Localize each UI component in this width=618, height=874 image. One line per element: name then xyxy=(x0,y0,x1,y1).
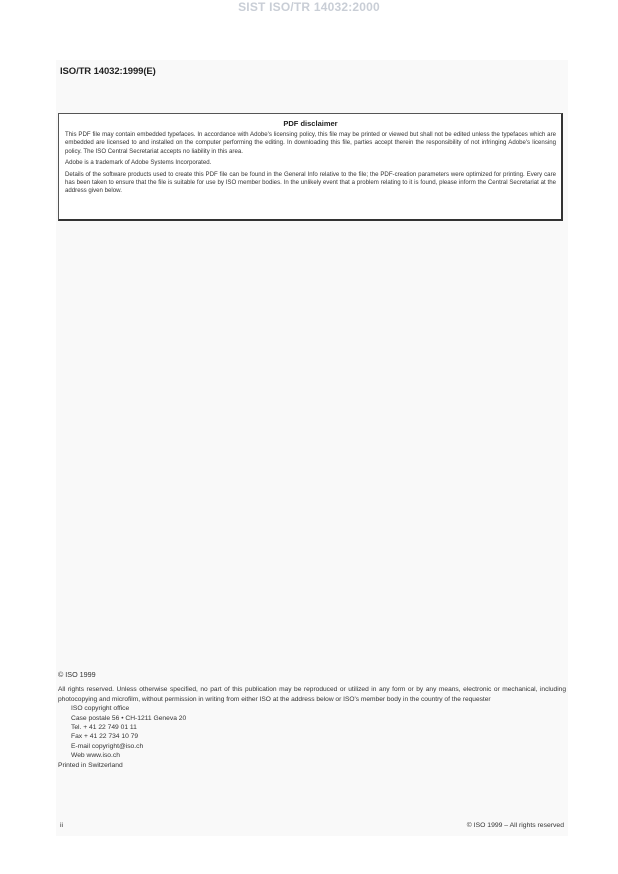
copyright-block xyxy=(58,670,566,771)
disclaimer-paragraph: Details of the software products used to create this PDF file can be found in the General Info relative to the file; the PDF-creation parameters were optimized for printing. Every care has been taken to ensure that the file is suitable for use by ISO member bodies. In the unlikely event that a problem relating to it is found, please inform the Central Secretariat at the address given below. xyxy=(65,170,556,195)
address-line: ISO copyright office xyxy=(71,705,130,713)
address-line: E-mail copyright@iso.ch xyxy=(71,742,144,750)
pdf-disclaimer-box xyxy=(58,113,563,221)
disclaimer-paragraph: Adobe is a trademark of Adobe Systems Incorporated. xyxy=(65,159,212,167)
document-id-header: ISO/TR 14032:1999(E) xyxy=(60,66,156,77)
address-line: Tel. + 41 22 749 01 11 xyxy=(71,724,137,731)
address-line: Fax + 41 22 734 10 79 xyxy=(71,733,139,741)
footer-rights: © ISO 1999 – All rights reserved xyxy=(466,822,564,829)
watermark: SIST ISO/TR 14032:2000 xyxy=(238,0,380,14)
rights-statement: All rights reserved. Unless otherwise specified, no part of this publication may be reproduced or utilized in any form or by any means, electronic or mechanical, including photocopying and microfilm, without permission in writing from either ISO at the address below or ISO's member body in the country of the requester xyxy=(58,686,566,703)
address-line: Case postale 56 • CH-1211 Geneva 20 xyxy=(71,714,187,722)
printed-in: Printed in Switzerland xyxy=(58,761,123,769)
page-number: ii xyxy=(60,822,64,829)
address-line: Web www.iso.ch xyxy=(71,752,120,760)
disclaimer-paragraph: This PDF file may contain embedded typefaces. In accordance with Adobe's licensing policy, this file may be printed or viewed but shall not be edited unless the typefaces which are embedded are licensed to and installed on the computer performing the editing. In downloading this file, parties accept therein the responsibility of not infringing Adobe's licensing policy. The ISO Central Secretariat accepts no liability in this area. xyxy=(65,131,556,155)
copyright-line: © ISO 1999 xyxy=(58,670,96,679)
disclaimer-title: PDF disclaimer xyxy=(283,119,338,128)
copyright-office-address xyxy=(71,704,566,760)
